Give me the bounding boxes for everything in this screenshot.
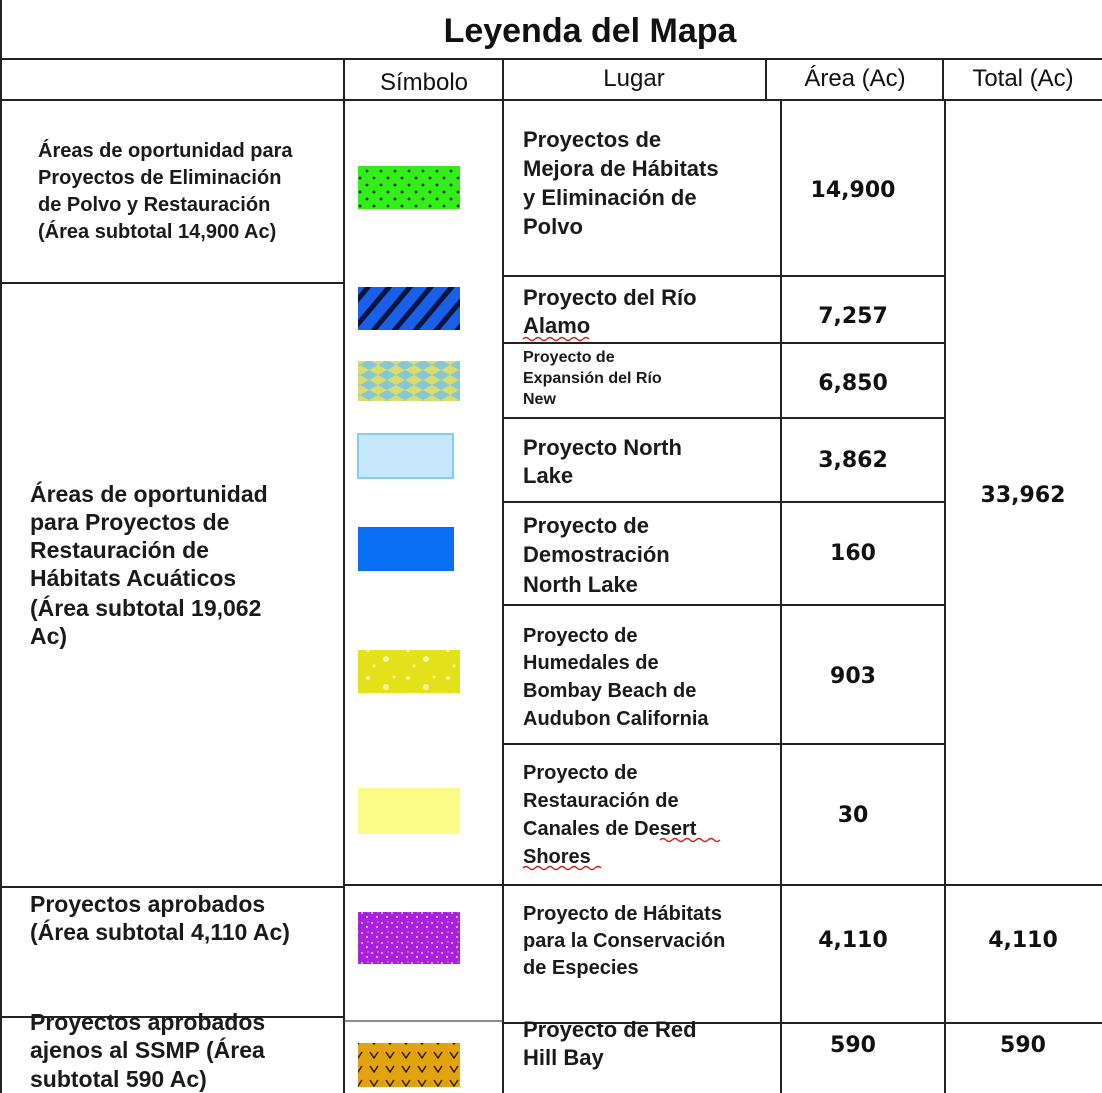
place-line: Alamo <box>523 313 591 338</box>
place-line: Hill Bay <box>523 1045 604 1070</box>
total-value: 4,110 <box>988 928 1058 953</box>
category-line: para Proyectos de <box>30 509 230 535</box>
svg-text:Proyecto deDemostraciónNorth L <box>523 513 670 597</box>
area-value: 3,862 <box>818 448 888 473</box>
place-line: Proyectos de <box>523 127 662 152</box>
svg-text:Proyecto de Hábitatspara la Co <box>523 903 725 979</box>
place-row-3 <box>523 349 662 408</box>
place-line: Proyecto de Hábitats <box>523 903 722 925</box>
place-row-4 <box>523 435 682 488</box>
place-row-1 <box>523 127 719 239</box>
svg-text:Proyecto deRestauración deCana <box>523 762 697 868</box>
category-line: Proyectos de Eliminación <box>38 167 282 189</box>
place-row-6 <box>523 625 709 730</box>
blue-hatched-swatch <box>358 287 460 330</box>
svg-text:Proyecto deHumedales deBombay <box>523 625 709 730</box>
svg-text:Proyectos aprobadosajenos al S <box>30 1009 265 1092</box>
area-value: 4,110 <box>818 928 888 953</box>
svg-text:Áreas de oportunidadpara Proye <box>30 480 268 649</box>
light-blue-swatch <box>358 434 453 478</box>
place-line: Proyecto de Red <box>523 1017 697 1042</box>
place-line: Audubon California <box>523 708 709 730</box>
place-row-7 <box>523 762 720 870</box>
place-line: Proyecto North <box>523 435 682 460</box>
legend-title: Leyenda del Mapa <box>443 12 737 50</box>
category-line: Hábitats Acuáticos <box>30 565 237 591</box>
place-line: Mejora de Hábitats <box>523 156 719 181</box>
category-approved-projects <box>30 891 290 945</box>
category-line: Áreas de oportunidad <box>30 481 268 507</box>
place-line: de Especies <box>523 957 639 979</box>
header-symbol: Símbolo <box>379 69 469 96</box>
yellow-mottled-swatch <box>358 650 460 693</box>
place-line: New <box>523 391 556 408</box>
place-line: Proyecto de <box>523 513 649 538</box>
category-line: Ac) <box>30 623 68 649</box>
place-line: Proyecto del Río <box>523 285 697 310</box>
place-line: Polvo <box>523 214 583 239</box>
place-line: Shores <box>523 846 591 868</box>
place-line: Bombay Beach de <box>523 680 697 702</box>
area-value: 7,257 <box>818 304 888 329</box>
category-line: (Área subtotal 4,110 Ac) <box>30 919 290 945</box>
category-line: Proyectos aprobados <box>30 891 266 917</box>
header-area: Área (Ac) <box>804 65 906 92</box>
total-value: 33,962 <box>980 483 1066 508</box>
area-value: 160 <box>830 541 876 566</box>
place-line: Proyecto de <box>523 625 638 647</box>
svg-text:Proyecto del RíoAlamo <box>523 285 697 338</box>
purple-speckled-swatch <box>358 912 460 964</box>
svg-text:Proyecto de RedHill Bay <box>523 1017 697 1070</box>
blue-swatch <box>358 527 454 571</box>
category-line: (Área subtotal 14,900 Ac) <box>38 221 277 243</box>
category-line: subtotal 590 Ac) <box>30 1066 207 1092</box>
teal-diamond-swatch <box>358 361 460 401</box>
place-line: Canales de Desert <box>523 818 697 840</box>
svg-text:Proyecto NorthLake <box>523 435 682 488</box>
category-dust-restoration <box>38 139 293 243</box>
place-line: Proyecto de <box>523 762 638 784</box>
place-row-8 <box>523 903 725 979</box>
svg-text:Proyectos deMejora de Hábitats <box>523 127 719 239</box>
place-line: y Eliminación de <box>523 185 697 210</box>
svg-text:Áreas de oportunidad paraProye <box>38 139 293 243</box>
orange-chevron-swatch <box>358 1043 460 1087</box>
pale-yellow-swatch <box>358 788 460 834</box>
category-line: de Polvo y Restauración <box>38 194 271 216</box>
category-aquatic-habitat <box>30 480 268 649</box>
place-line: Demostración <box>523 542 670 567</box>
place-line: para la Conservación <box>523 930 726 952</box>
area-value: 30 <box>837 803 869 828</box>
header-place: Lugar <box>603 65 665 92</box>
svg-text:Proyecto deExpansión del RíoNe <box>523 349 662 408</box>
total-value: 590 <box>1000 1033 1046 1058</box>
category-line: Proyectos aprobados <box>30 1009 266 1035</box>
svg-text:Proyectos aprobados(Área subto <box>30 891 290 945</box>
place-line: Expansión del Río <box>523 370 662 387</box>
category-line: Restauración de <box>30 537 209 563</box>
place-line: Restauración de <box>523 790 679 812</box>
area-value: 14,900 <box>810 178 896 203</box>
place-row-5 <box>523 513 670 597</box>
place-line: Humedales de <box>523 652 659 674</box>
place-line: Lake <box>523 463 574 488</box>
category-line: ajenos al SSMP (Área <box>30 1037 265 1063</box>
place-line: North Lake <box>523 572 638 597</box>
category-line: (Área subtotal 19,062 <box>30 595 262 621</box>
area-value: 6,850 <box>818 371 888 396</box>
header-total: Total (Ac) <box>972 65 1074 92</box>
green-dotted-swatch <box>358 166 460 209</box>
category-line: Áreas de oportunidad para <box>38 140 293 162</box>
place-row-2 <box>523 285 697 341</box>
place-row-9 <box>523 1017 697 1070</box>
area-value: 903 <box>830 664 876 689</box>
place-line: Proyecto de <box>523 349 615 366</box>
category-non-ssmp-projects <box>30 1009 265 1092</box>
area-value: 590 <box>830 1033 876 1058</box>
